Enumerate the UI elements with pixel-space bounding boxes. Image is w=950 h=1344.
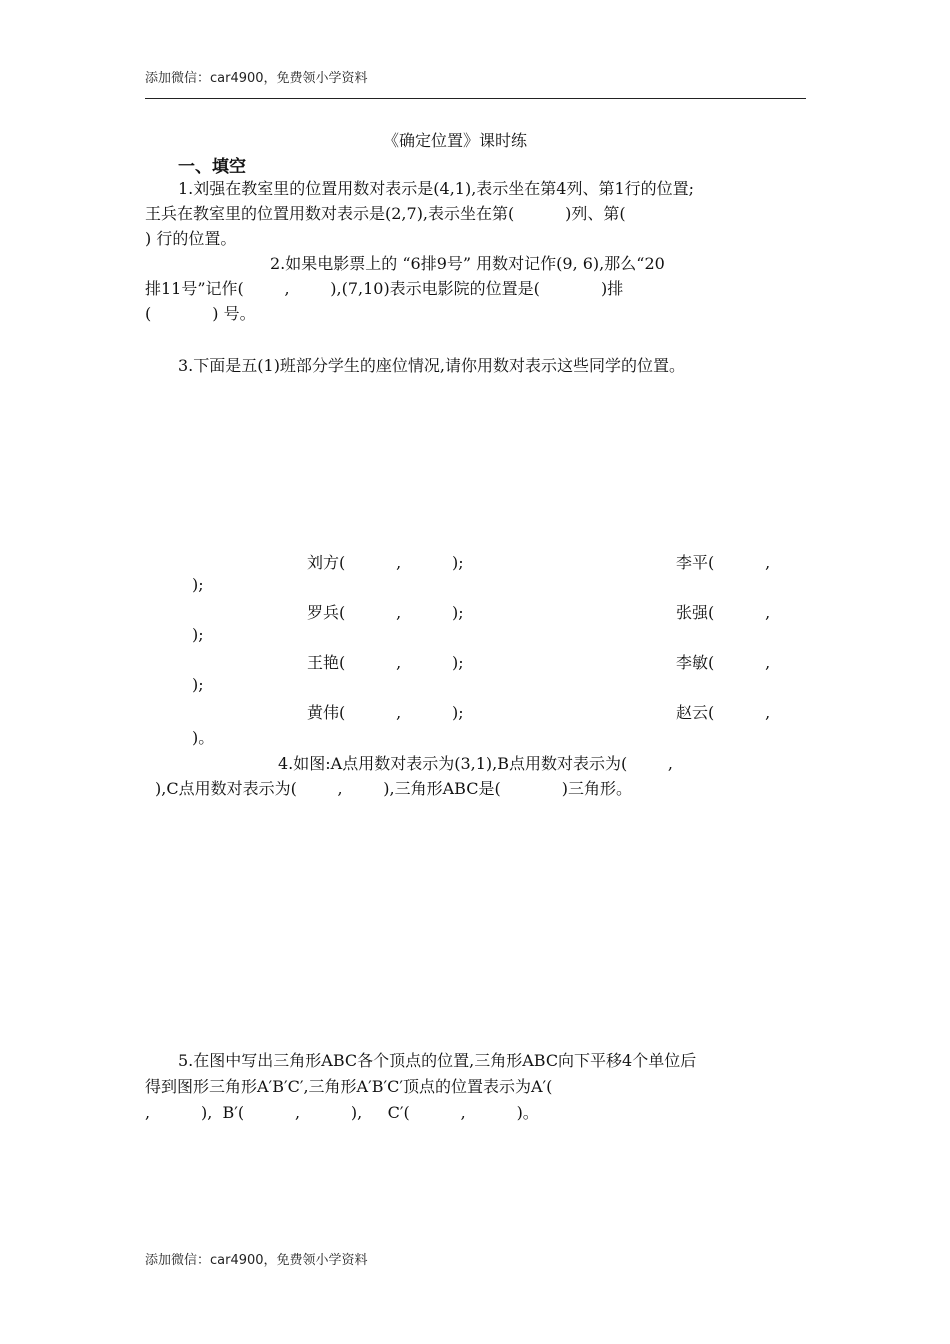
seat-limin-cont: ); [192,675,204,694]
q1-line2: 王兵在教室里的位置用数对表示是(2,7),表示坐在第( )列、第( [145,204,626,223]
seat-zhaoyun: 赵云( , [676,703,771,722]
seat-zhangqiang: 张强( , [676,603,771,622]
section-fill-blank-heading: 一、填空 [178,157,246,177]
q2-line2: 排11号”记作( , ),(7,10)表示电影院的位置是( )排 [145,279,624,298]
q1-line1: 1.刘强在教室里的位置用数对表示是(4,1),表示坐在第4列、第1行的位置; [178,179,695,198]
page-header: 添加微信：car4900，免费领小学资料 [145,71,368,86]
q5-line1: 5.在图中写出三角形ABC各个顶点的位置,三角形ABC向下平移4个单位后 [178,1051,697,1070]
seat-zhangqiang-cont: ); [192,625,204,644]
page-footer: 添加微信：car4900，免费领小学资料 [145,1253,368,1268]
q2-line3: ( ) 号。 [145,304,256,323]
page-title: 《确定位置》课时练 [383,131,528,150]
seat-wangyan: 王艳( , ); [307,653,464,672]
seat-luobing: 罗兵( , ); [307,603,464,622]
seat-liping: 李平( , [676,553,771,572]
q1-line3: ) 行的位置。 [145,229,237,248]
seat-liufang: 刘方( , ); [307,553,464,572]
q2-line1: 2.如果电影票上的 “6排9号” 用数对记作(9, 6),那么“20 [270,254,665,273]
q3-line1: 3.下面是五(1)班部分学生的座位情况,请你用数对表示这些同学的位置。 [178,356,686,375]
q4-line1: 4.如图:A点用数对表示为(3,1),B点用数对表示为( , [278,754,674,773]
q5-line2: 得到图形三角形A′B′C′,三角形A′B′C′顶点的位置表示为A′( [145,1077,553,1096]
seat-liping-cont: ); [192,575,204,594]
header-rule [145,98,806,99]
seat-limin: 李敏( , [676,653,771,672]
seat-huangwei: 黄伟( , ); [307,703,464,722]
seat-zhaoyun-cont: )。 [192,728,215,747]
q5-line3: , ), B′( , ), C′( , )。 [145,1103,539,1122]
q4-line2: ),C点用数对表示为( , ),三角形ABC是( )三角形。 [155,779,632,798]
